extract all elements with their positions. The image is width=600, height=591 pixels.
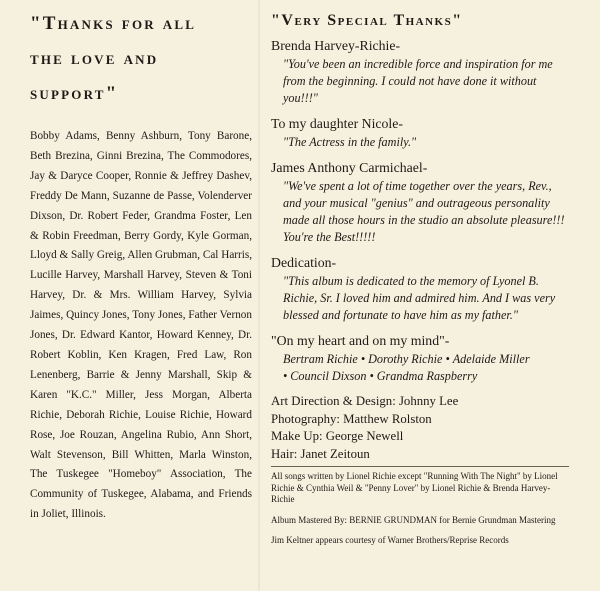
thanks-block-james	[271, 159, 571, 246]
thanks-block-nicole	[271, 115, 571, 151]
bullet-separator: •	[360, 352, 366, 366]
block-heading: "On my heart and on my mind"-	[271, 333, 450, 348]
block-heading: Dedication-	[271, 255, 337, 270]
fine-print-songs: All songs written by Lionel Richie except "Running With The Night" by Lionel Richie & Cynthia Weil & "Penny Lover" by Lionel Richie & Brenda Harvey-Richie	[271, 471, 558, 504]
special-thanks-column	[271, 11, 571, 556]
credit-make-up: Make Up: George Newell	[271, 429, 404, 443]
block-heading: To my daughter Nicole-	[271, 116, 403, 131]
fine-print-courtesy: Jim Keltner appears courtesy of Warner Brothers/Reprise Records	[271, 535, 509, 545]
mind-name: Bertram Richie	[283, 352, 358, 366]
credit-photography: Photography: Matthew Rolston	[271, 411, 432, 426]
thanks-block-brenda	[271, 37, 571, 107]
thanks-column	[30, 6, 252, 525]
bullet-separator: •	[369, 369, 374, 383]
thanks-block-mind	[271, 332, 571, 385]
block-quote: "This album is dedicated to the memory of Lyonel B. Richie, Sr. I loved him and admired him. And I was very blessed and fortunate to have him as my father."	[283, 274, 556, 322]
mind-name: Dorothy Richie	[368, 352, 443, 366]
bullet-separator: •	[283, 369, 288, 383]
column-divider	[258, 0, 260, 591]
fine-print-mastering: Album Mastered By: BERNIE GRUNDMAN for Bernie Grundman Mastering	[271, 514, 556, 525]
thanks-title-line-3: support"	[30, 83, 119, 104]
mind-name: Grandma Raspberry	[376, 369, 478, 383]
mind-name: Council Dixson	[290, 369, 367, 383]
thanks-names: Bobby Adams, Benny Ashburn, Tony Barone, Beth Brezina, Ginni Brezina, The Commodores, Jay & Daryce Cooper, Ronnie & Jeffrey Dashev, Freddy De Mann, Suzanne de Passe, Volenderver Dixson, Dr. Robert Feder, Grandma Foster, Len & Robin Freedman, Berry Gordy, Kyle Gorman, Lloyd & Sally Greig, Allen Grubman, Cal Harris, Lucille Harvey, Marshall Harvey, Steven & Toni Harvey, Dr. & Mrs. William Harvey, Sylvia Jaimes, Quincy Jones, Tony Jones, Father Vernon Jones, Dr. Edward Kantor, Howard Kenney, Dr. Robert Koblin, Ken Kragen, Fred Law, Ron Lenenberg, Barrie & Jenny Marshall, Skip & Karen "K.C." Miller, Jess Morgan, Alberta Richie, Deborah Richie, Louise Richie, Howard Rose, Joe Rouzan, Angelina Rubio, Ann Short, Walt Stevenson, Bill Whitten, Marla Winston, The Tuskegee "Homeboy" Association, The Community of Tuskegee, Alabama, and Friends in Joliet, Illinois.	[30, 130, 252, 521]
special-thanks-title: "Very Special Thanks"	[271, 12, 463, 29]
block-heading: James Anthony Carmichael-	[271, 160, 428, 175]
block-quote: "The Actress in the family."	[283, 135, 417, 149]
credit-art-direction: Art Direction & Design: Johnny Lee	[271, 394, 459, 408]
thanks-title	[30, 6, 252, 111]
mind-name: Adelaide Miller	[452, 352, 530, 366]
bullet-separator: •	[445, 352, 450, 366]
block-quote: "You've been an incredible force and inspiration for me from the beginning. I could not have done it without you!!!"	[283, 57, 553, 105]
block-heading: Brenda Harvey-Richie-	[271, 38, 401, 53]
credits-rule	[271, 466, 569, 467]
block-quote: "We've spent a lot of time together over the years, Rev., and your musical "genius" and outrageous personality made all those hours in the studio an absolute pleasure!!! You're the Best!!!!!	[283, 179, 565, 244]
thanks-title-line-1: "Thanks for all	[30, 13, 197, 34]
mind-names	[283, 351, 571, 385]
credit-hair: Hair: Janet Zeitoun	[271, 446, 370, 461]
thanks-title-line-2: the love and	[30, 48, 159, 69]
production-credits	[271, 393, 571, 463]
thanks-block-dedication	[271, 254, 571, 324]
